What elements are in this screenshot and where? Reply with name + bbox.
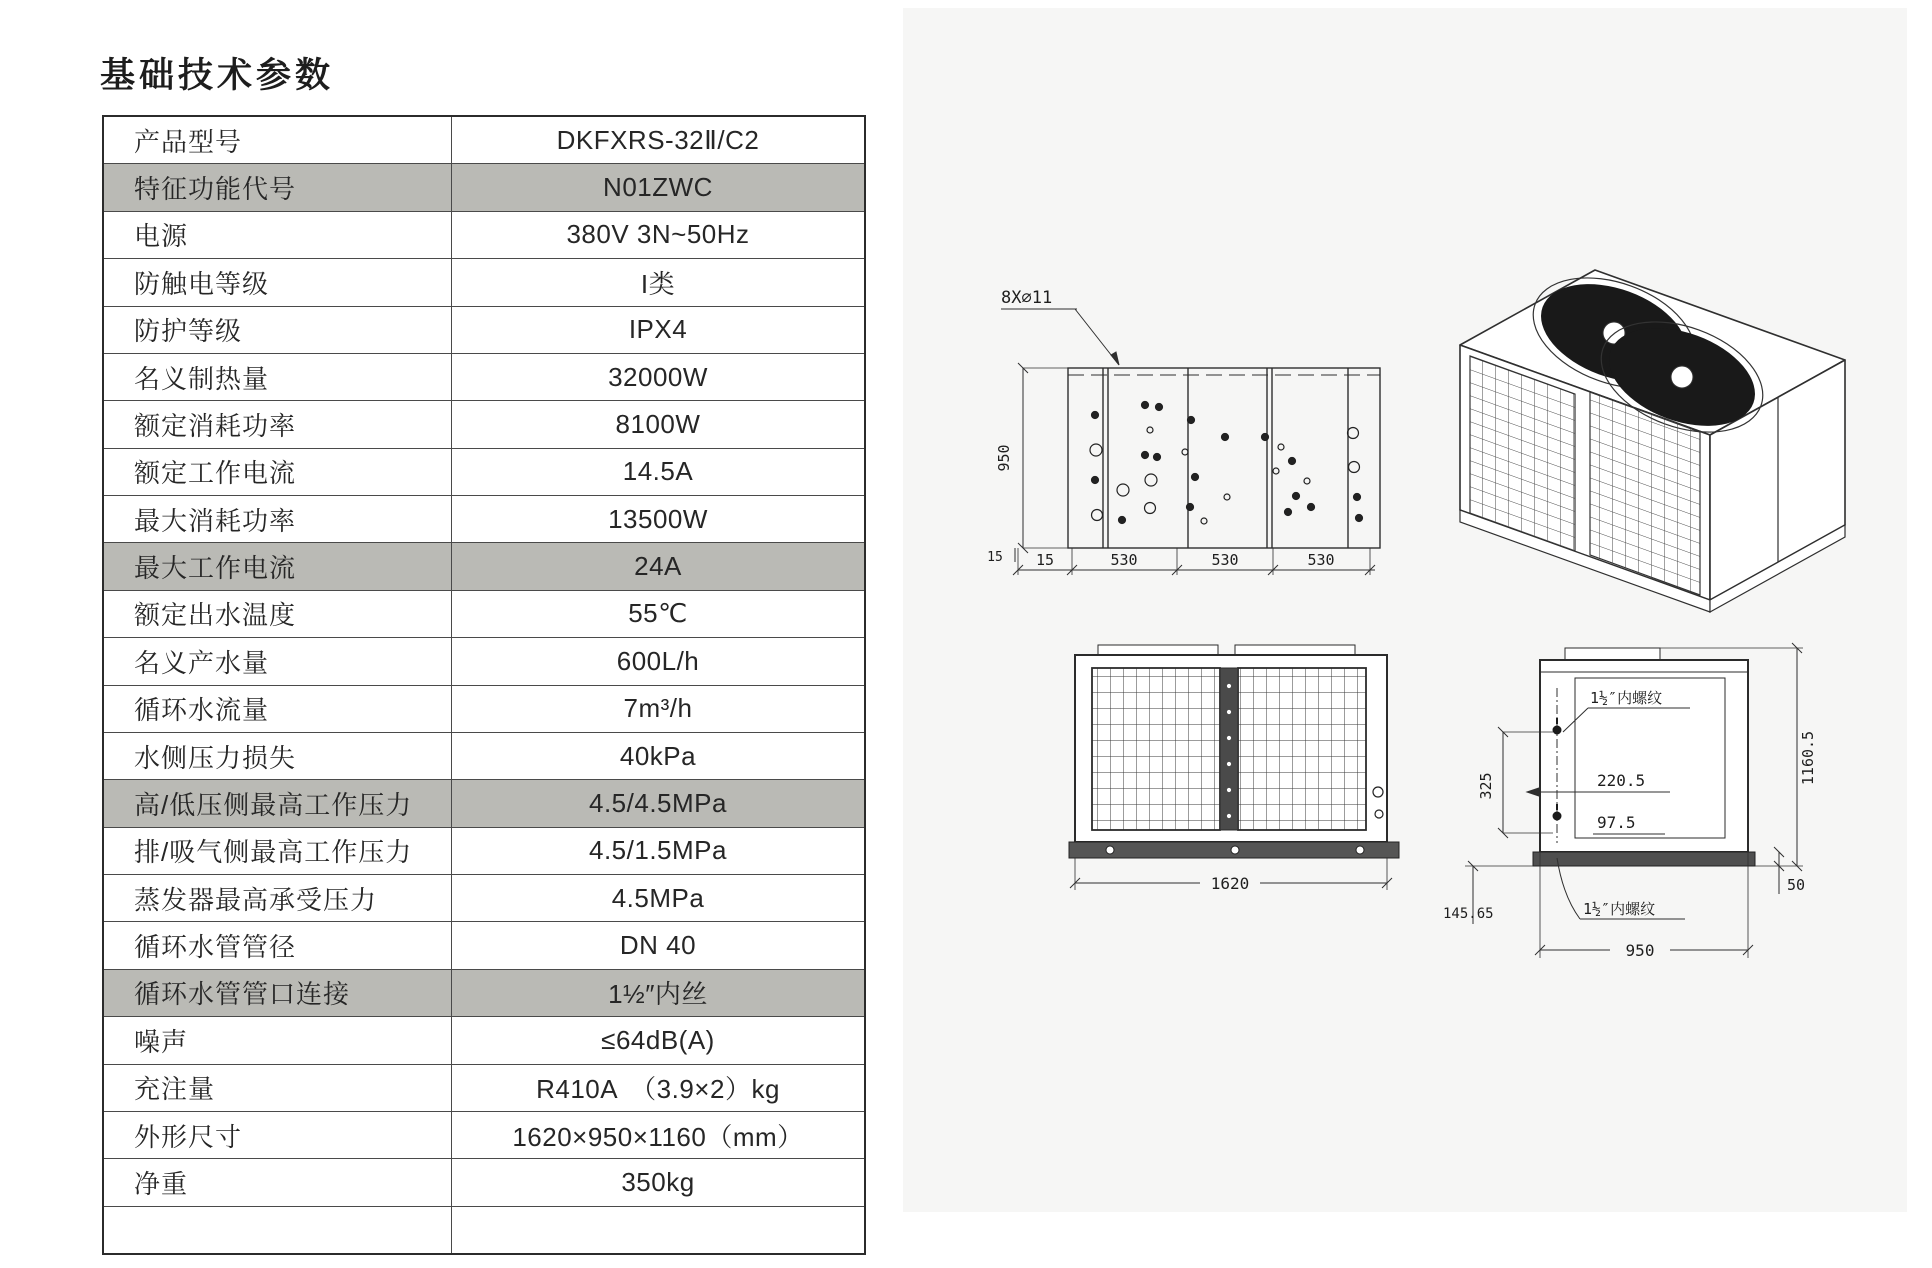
table-row [104, 874, 864, 921]
param-value: DKFXRS-32Ⅱ/C2 [556, 124, 760, 155]
param-label: 循环水管管口连接 [104, 970, 452, 1016]
table-row [104, 1111, 864, 1158]
param-label: 最大工作电流 [104, 543, 452, 589]
spec-table [102, 115, 866, 1255]
mounting-holes [1090, 402, 1363, 525]
dim-width-label: 1620 [1210, 874, 1250, 893]
param-label: 最大消耗功率 [104, 496, 452, 542]
dim-b-label: 97.5 [1597, 813, 1636, 832]
dim-d-label: 50 [1787, 876, 1806, 894]
table-row [104, 637, 864, 684]
table-row [104, 1064, 864, 1111]
table-row [104, 211, 864, 258]
param-value: 8100W [615, 408, 701, 439]
table-row [104, 495, 864, 542]
dim-s2-label: 530 [1211, 551, 1239, 569]
param-label: 电源 [104, 212, 452, 258]
front-grilles [1092, 668, 1366, 830]
table-row [104, 1206, 864, 1253]
table-row [104, 779, 864, 826]
param-value: IPX4 [628, 314, 688, 345]
table-row [104, 590, 864, 637]
param-label: 产品型号 [104, 117, 452, 163]
param-value: 380V 3N~50Hz [566, 219, 750, 250]
param-label: 充注量 [104, 1065, 452, 1111]
param-value: I类 [640, 268, 676, 299]
hole-note-label: 8X∅11 [1001, 288, 1053, 308]
param-label: 额定消耗功率 [104, 401, 452, 447]
param-label: 防护等级 [104, 307, 452, 353]
param-value: 4.5MPa [611, 882, 705, 913]
param-value: N01ZWC [603, 172, 713, 203]
param-value: R410A （3.9×2）kg [536, 1074, 780, 1105]
front-view-drawing [1045, 628, 1425, 928]
param-label: 噪声 [104, 1017, 452, 1063]
table-row [104, 258, 864, 305]
param-label: 循环水管管径 [104, 922, 452, 968]
param-label: 名义制热量 [104, 354, 452, 400]
param-label: 防触电等级 [104, 259, 452, 305]
table-row [104, 306, 864, 353]
table-row [104, 542, 864, 589]
dim-rail-label: 15 [987, 550, 1003, 565]
param-label: 额定出水温度 [104, 591, 452, 637]
table-row [104, 827, 864, 874]
dim-depth-label: 950 [1625, 941, 1655, 960]
table-row [104, 117, 864, 163]
param-label: 特征功能代号 [104, 164, 452, 210]
dim-height-label: 1160.5 [1799, 730, 1817, 786]
base-view-drawing [945, 265, 1425, 595]
table-row [104, 353, 864, 400]
table-row [104, 1158, 864, 1205]
page-title: 基础技术参数 [100, 56, 335, 95]
param-value: 40kPa [619, 740, 697, 771]
param-value: 55℃ [628, 598, 688, 629]
param-value: 1½″内丝 [608, 979, 708, 1010]
table-row [104, 448, 864, 495]
side-view-drawing [1435, 628, 1865, 988]
table-row [104, 685, 864, 732]
param-value: 350kg [621, 1166, 695, 1197]
table-row [104, 163, 864, 210]
param-label: 净重 [104, 1159, 452, 1205]
param-value: 7m³/h [623, 693, 693, 724]
table-row [104, 732, 864, 779]
dim-a-label: 220.5 [1597, 771, 1646, 790]
param-label: 水侧压力损失 [104, 733, 452, 779]
table-row [104, 969, 864, 1016]
param-label: 蒸发器最高承受压力 [104, 875, 452, 921]
param-value: 4.5/4.5MPa [589, 787, 727, 818]
table-row [104, 1016, 864, 1063]
dim-s3-label: 530 [1307, 551, 1335, 569]
table-row [104, 921, 864, 968]
param-value: 14.5A [622, 456, 694, 487]
param-value: 1620×950×1160（mm） [512, 1121, 804, 1152]
param-label: 循环水流量 [104, 686, 452, 732]
param-value: 24A [634, 551, 682, 582]
param-label: 名义产水量 [104, 638, 452, 684]
param-value: DN 40 [619, 930, 697, 961]
dim-s1-label: 530 [1110, 551, 1138, 569]
dim-left-label: 325 [1477, 772, 1495, 800]
param-value [452, 1207, 864, 1253]
param-label: 额定工作电流 [104, 449, 452, 495]
param-label: 高/低压侧最高工作压力 [104, 780, 452, 826]
param-value: ≤64dB(A) [601, 1024, 715, 1055]
param-value: 600L/h [616, 645, 700, 676]
param-value: 32000W [608, 361, 708, 392]
dim-depth-label: 950 [995, 444, 1013, 472]
param-value: 13500W [608, 503, 708, 534]
param-label: 外形尺寸 [104, 1112, 452, 1158]
param-label: 排/吸气侧最高工作压力 [104, 828, 452, 874]
param-label [104, 1207, 452, 1253]
isometric-view-drawing [1430, 225, 1880, 655]
param-value: 4.5/1.5MPa [589, 835, 727, 866]
dim-c-label: 145.65 [1443, 906, 1494, 922]
table-row [104, 400, 864, 447]
thread-top-label: 1½″内螺纹 [1590, 689, 1663, 707]
dim-edge-label: 15 [1035, 551, 1055, 569]
thread-bottom-label: 1½″内螺纹 [1583, 900, 1656, 918]
